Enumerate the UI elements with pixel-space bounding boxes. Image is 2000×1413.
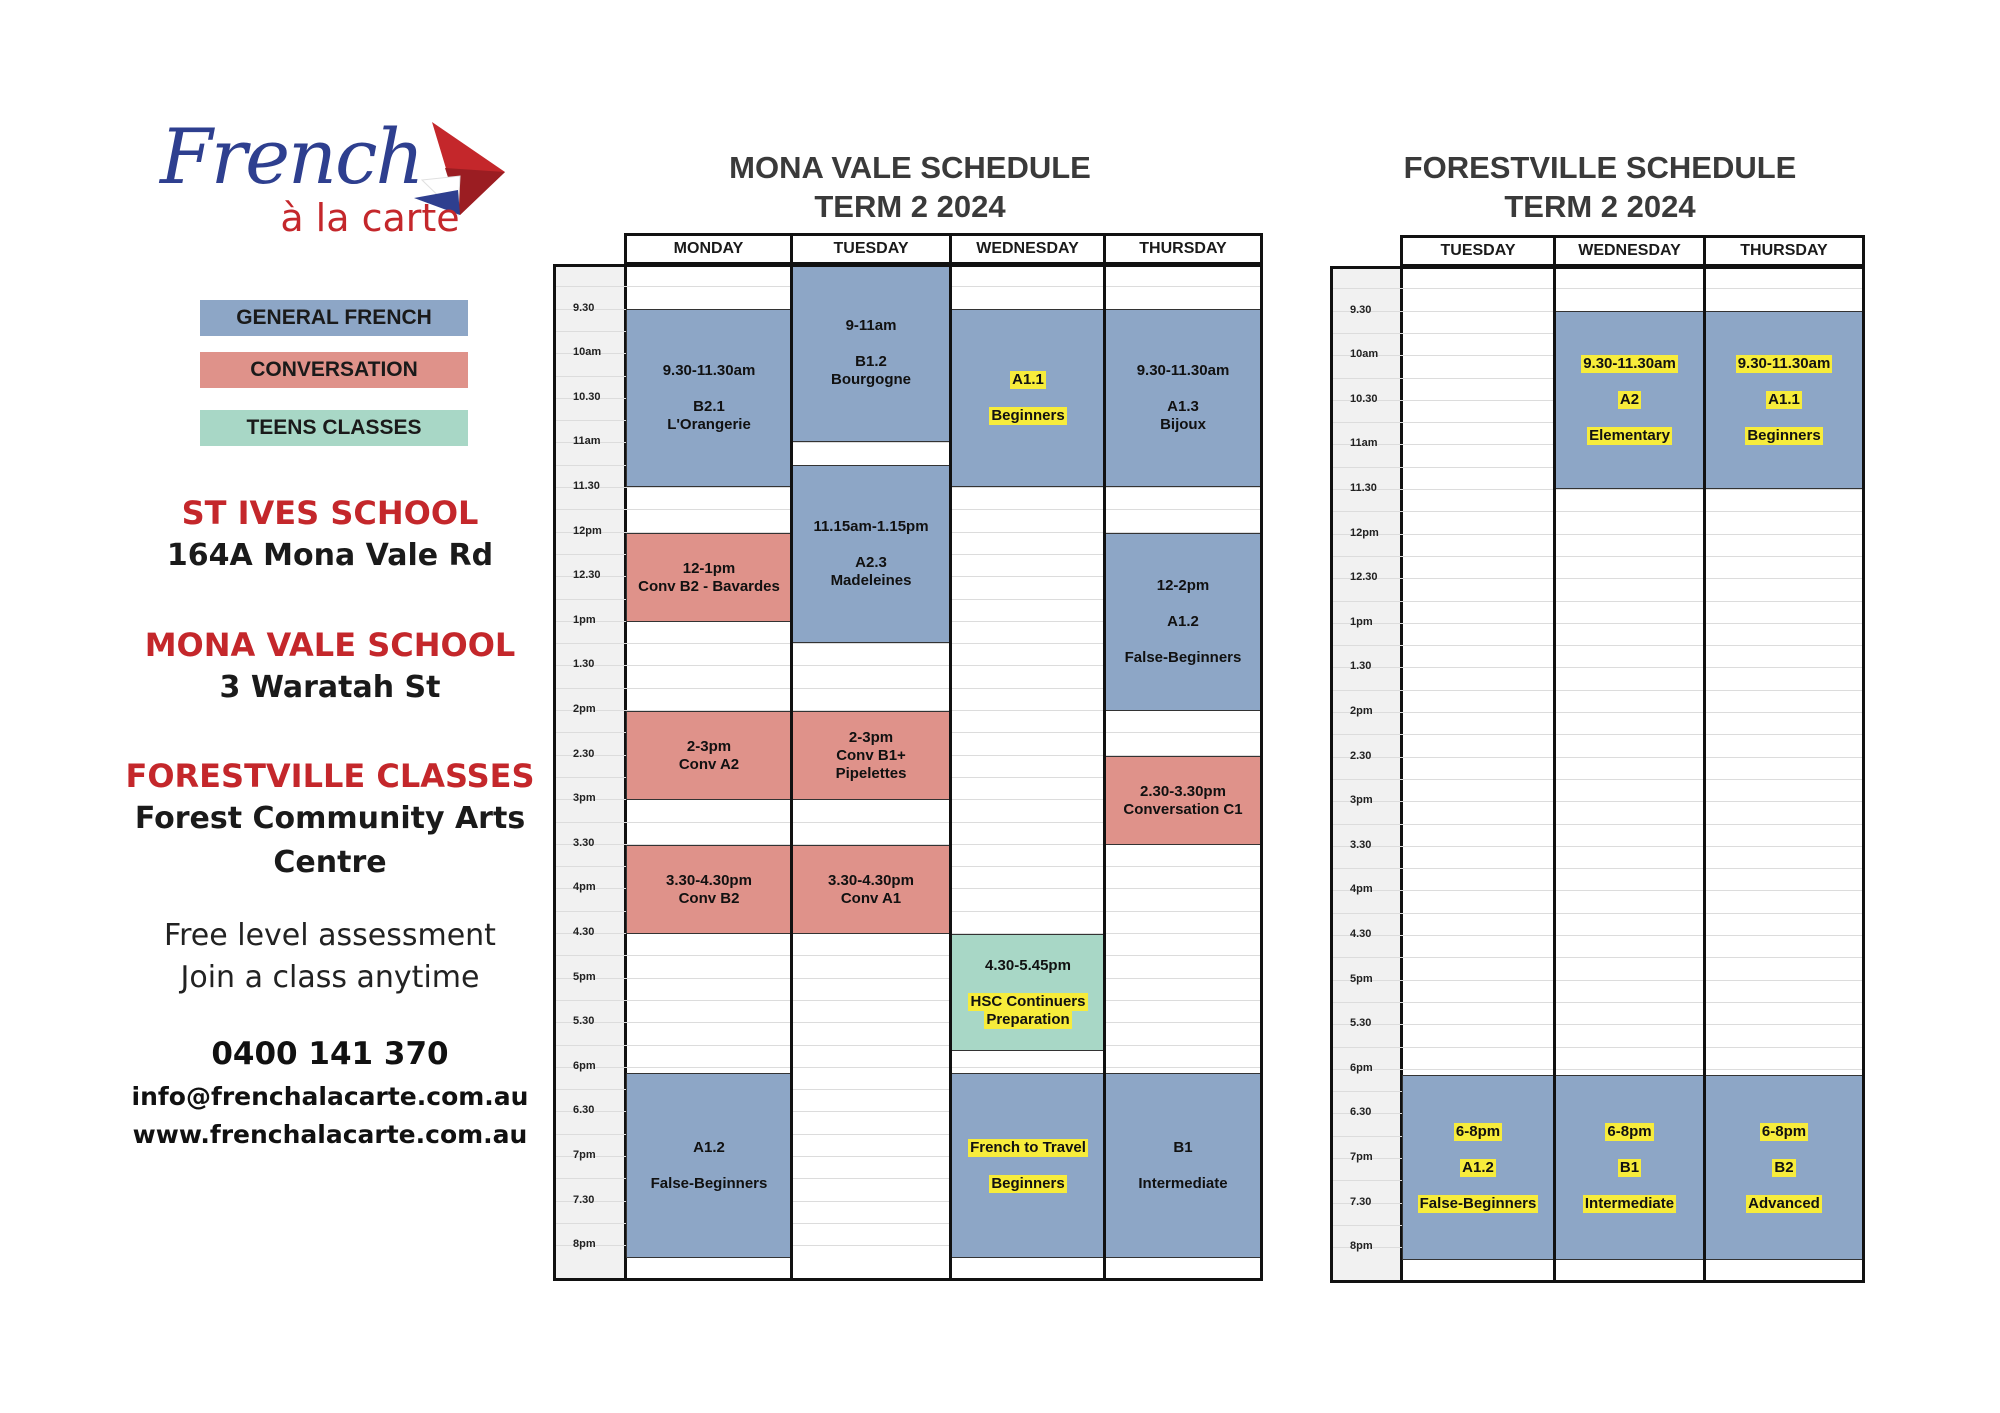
mv-divider [1103,264,1106,1281]
location-forestville-address-line2: Centre [273,845,387,880]
class-level: B1.2 [855,353,887,370]
mv-tue-conv-b1-class[interactable] [792,711,950,800]
class-name: False-Beginners [650,1174,768,1192]
legend-conversation: CONVERSATION [200,352,468,388]
class-level: Conv B1+ [836,746,906,764]
grid-line [1330,556,1865,557]
class-level: A2 [1619,391,1640,408]
contact-email-link[interactable]: info@frenchalacarte.com.au [131,1082,529,1111]
mv-mon-conv-b2-bavardes-class[interactable] [626,533,792,622]
mv-day-tuesday: TUESDAY [790,233,952,265]
time-label: 1pm [1350,615,1373,628]
time-label: 6.30 [573,1104,595,1117]
time-label: 7.30 [573,1193,595,1206]
class-name: Bourgogne [831,371,911,388]
class-level: B2.1 [693,398,725,415]
class-name-line2: Preparation [986,1010,1070,1028]
time-label: 12pm [1350,526,1379,539]
grid-line [1330,623,1865,624]
grid-line [1330,801,1865,802]
class-name: Conv B2 - Bavardes [638,577,780,595]
time-label: 3.30 [573,836,595,849]
grid-line [553,1022,1263,1023]
contact-website-link[interactable]: www.frenchalacarte.com.au [132,1120,528,1149]
class-name: Madeleines [830,572,912,589]
grid-line [1330,667,1865,668]
location-st-ives-address: 164A Mona Vale Rd [166,538,494,573]
mv-mon-conv-b2-class[interactable] [626,845,792,934]
time-label: 10am [573,346,602,359]
contact-phone[interactable]: 0400 141 370 [211,1036,449,1072]
grid-line [1330,601,1865,602]
class-time: 3.30-4.30pm [666,871,752,889]
time-label: 6pm [573,1059,596,1072]
fv-day-tuesday: TUESDAY [1400,235,1556,267]
class-time: 11.15am-1.15pm [813,518,929,535]
mv-thu-a12-class[interactable] [1105,533,1261,711]
grid-line [1330,980,1865,981]
mv-tue-a23-class[interactable] [792,465,950,643]
class-time: 2.30-3.30pm [1140,782,1226,800]
time-label: 5.30 [573,1015,595,1028]
class-time: 12-1pm [682,559,736,577]
class-time: 2-3pm [848,728,894,746]
time-label: 4.30 [573,926,595,938]
mv-divider [790,264,793,1281]
fv-tue-a12-class[interactable] [1402,1075,1554,1260]
grid-line [1330,534,1865,535]
mona-vale-title [620,148,1200,226]
class-name-line1: HSC Continuers [970,992,1086,1010]
grid-line [1330,935,1865,936]
grid-line [1330,913,1865,914]
class-name: False-Beginners [1124,649,1242,666]
mv-thu-b1-class[interactable] [1105,1073,1261,1258]
mv-mon-b21-class[interactable] [626,309,792,487]
mv-wed-french-to-travel-class[interactable] [951,1073,1105,1258]
class-name: Intermediate [1138,1174,1228,1192]
class-level: A1.2 [1167,613,1199,630]
fv-day-wednesday: WEDNESDAY [1553,235,1706,267]
time-label: 7pm [573,1149,596,1161]
time-label: 4.30 [1350,928,1372,940]
time-label: 1pm [573,613,596,626]
class-level: A2.3 [855,554,887,571]
grid-line [1330,511,1865,512]
class-time: 4.30-5.45pm [985,956,1071,974]
class-name: Conv A2 [678,755,740,773]
french-a-la-carte-logo [160,110,520,240]
grid-line [1330,824,1865,825]
class-name: Beginners [1747,427,1821,444]
forestville-term: TERM 2 2024 [1504,189,1696,224]
time-label: 11am [573,435,601,448]
class-name: L'Orangerie [667,416,751,433]
class-time: 6-8pm [1607,1122,1652,1140]
fv-divider [1703,266,1706,1283]
logo-main-text: French [160,112,423,201]
legend-teens-classes: TEENS CLASSES [200,410,468,446]
class-name: Pipelettes [835,764,907,782]
grid-line [1330,489,1865,490]
class-name: Conv A1 [840,889,902,907]
grid-line [1330,890,1865,891]
time-label: 11.30 [1350,482,1377,494]
time-label: 5pm [1350,972,1373,985]
grid-line [1330,757,1865,758]
time-label: 2.30 [573,747,595,760]
time-label: 5pm [573,970,596,983]
time-label: 2.30 [1350,749,1372,762]
grid-line [1330,779,1865,780]
fv-time-column [1330,266,1403,1283]
grid-line [1330,1024,1865,1025]
class-level: French to Travel [970,1138,1086,1156]
class-level: B1 [1619,1158,1640,1176]
class-name: False-Beginners [1419,1194,1537,1212]
time-label: 1.30 [1350,660,1372,673]
class-name: Intermediate [1584,1194,1675,1212]
class-name: Conv B2 [678,889,740,907]
time-label: 5.30 [1350,1017,1372,1030]
location-forestville-address-line1: Forest Community Arts [134,801,526,836]
time-label: 8pm [1350,1240,1373,1253]
grid-line [553,1000,1263,1001]
class-level: A1.1 [1012,371,1044,388]
time-label: 10.30 [1350,392,1378,405]
forestville-schedule-grid [1330,235,1865,1283]
mv-day-thursday: THURSDAY [1103,233,1263,265]
class-time: 2-3pm [686,737,732,755]
forestville-title [1380,148,1820,226]
mv-time-column [553,264,627,1281]
forestville-title-line1: FORESTVILLE SCHEDULE [1403,150,1797,185]
class-name: Conversation C1 [1123,800,1243,818]
class-name: Advanced [1748,1194,1820,1212]
time-label: 1.30 [573,658,595,671]
class-time: 9.30-11.30am [1737,355,1831,372]
fv-day-thursday: THURSDAY [1703,235,1865,267]
time-label: 9.30 [1350,303,1372,316]
grid-line [1330,868,1865,869]
mv-thu-conversation-c1-class[interactable] [1105,756,1261,845]
class-time: 3.30-4.30pm [828,871,914,889]
class-time: 9.30-11.30am [1583,355,1676,372]
mona-vale-schedule-grid [553,233,1263,1281]
class-time: 6-8pm [1455,1122,1501,1140]
time-label: 10am [1350,348,1379,361]
mv-divider [949,264,952,1281]
grid-line [553,1067,1263,1068]
mv-day-wednesday: WEDNESDAY [949,233,1106,265]
time-label: 7pm [1350,1151,1373,1163]
mona-vale-title-line1: MONA VALE SCHEDULE [729,150,1091,185]
time-label: 2pm [573,703,596,715]
time-label: 3pm [1350,794,1373,807]
time-label: 6pm [1350,1061,1373,1074]
mv-thu-a13-class[interactable] [1105,309,1261,487]
location-mona-vale-address: 3 Waratah St [219,670,441,705]
time-label: 12.30 [1350,571,1378,584]
time-label: 12.30 [573,569,601,582]
time-label: 8pm [573,1238,596,1251]
grid-line [1330,690,1865,691]
mona-vale-term: TERM 2 2024 [814,189,1006,224]
mv-mon-conv-a2-class[interactable] [626,711,792,800]
time-label: 6.30 [1350,1106,1372,1119]
class-name: Beginners [991,1174,1065,1192]
grid-line [1330,578,1865,579]
grid-line [1330,846,1865,847]
time-label: 12pm [573,524,602,537]
grid-line [1330,1047,1865,1048]
class-level: A1.2 [1462,1158,1494,1176]
grid-line [1330,288,1865,289]
class-name: Bijoux [1160,416,1206,433]
class-level: A1.3 [1167,398,1199,415]
time-label: 4pm [1350,883,1373,896]
fv-thu-a11-class[interactable] [1705,311,1863,489]
grid-line [1330,957,1865,958]
grid-line [553,1045,1263,1046]
location-forestville-name: FORESTVILLE CLASSES [125,757,535,795]
class-name: Elementary [1589,427,1670,444]
class-time: 9.30-11.30am [1136,362,1230,379]
mv-tue-b12-class[interactable] [792,264,950,442]
class-time: 9.30-11.30am [662,362,756,379]
mv-wed-hsc-class[interactable] [951,934,1105,1051]
time-label: 4pm [573,881,596,894]
time-label: 10.30 [573,390,601,403]
location-st-ives-name: ST IVES SCHOOL [181,494,479,532]
mv-day-monday: MONDAY [624,233,793,265]
fv-divider [1553,266,1556,1283]
legend-general-french: GENERAL FRENCH [200,300,468,336]
class-name: Beginners [991,407,1065,424]
grid-line [1330,734,1865,735]
info-free-assessment: Free level assessment [164,918,496,953]
fv-thu-b2-class[interactable] [1705,1075,1863,1260]
time-label: 2pm [1350,705,1373,717]
mv-mon-a12-class[interactable] [626,1073,792,1258]
grid-line [1330,1069,1865,1070]
logo-sub-text: à la carte [280,196,460,240]
time-label: 7.30 [1350,1195,1372,1208]
class-level: B2 [1774,1158,1794,1176]
mv-tue-conv-a1-class[interactable] [792,845,950,934]
class-level: A1.2 [693,1138,725,1156]
grid-line [553,955,1263,956]
location-mona-vale-name: MONA VALE SCHOOL [144,626,516,664]
time-label: 11am [1350,437,1378,450]
time-label: 9.30 [573,301,595,314]
class-time: 9-11am [845,317,897,334]
time-label: 3.30 [1350,838,1372,851]
time-label: 11.30 [573,480,600,492]
info-join-anytime: Join a class anytime [180,960,480,995]
class-level: A1.1 [1768,391,1800,408]
grid-line [1330,645,1865,646]
grid-line [553,978,1263,979]
class-time: 6-8pm [1761,1122,1807,1140]
time-label: 3pm [573,792,596,805]
fv-wed-b1-class[interactable] [1555,1075,1704,1260]
fv-wed-a2-class[interactable] [1555,311,1704,489]
class-time: 12-2pm [1156,577,1210,594]
grid-line [1330,712,1865,713]
class-level: B1 [1173,1138,1193,1156]
mv-wed-a11-class[interactable] [951,309,1105,487]
grid-line [1330,1002,1865,1003]
